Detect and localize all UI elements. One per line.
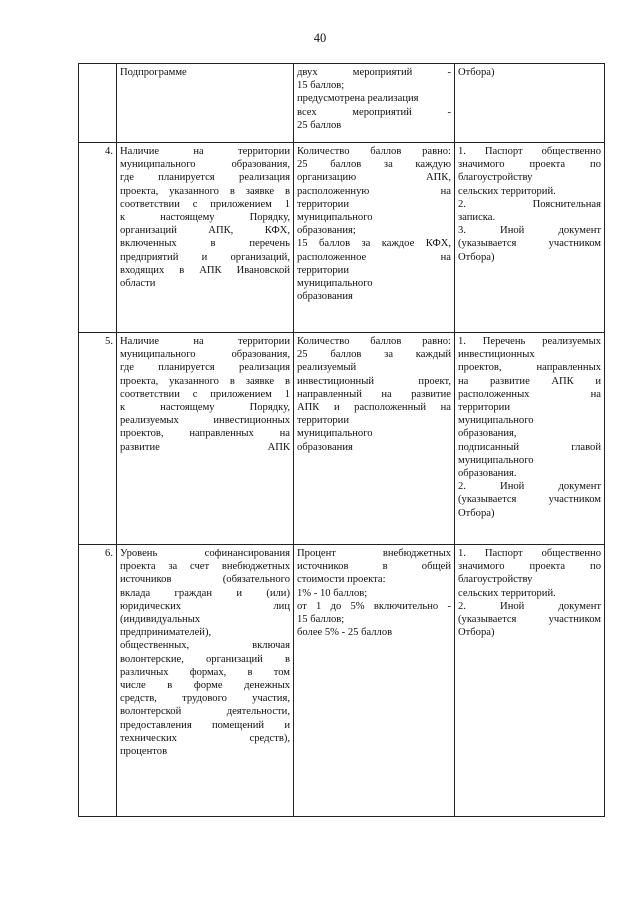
criterion-line: предприятий и организаций, xyxy=(120,251,290,263)
documents-line: (указывается участником xyxy=(458,614,601,626)
documents-line: Отбора) xyxy=(458,627,495,639)
row-number: 6. xyxy=(79,545,117,817)
documents-line: территории xyxy=(458,402,511,414)
scoring-line: муниципального xyxy=(297,428,373,440)
criterion-line: Подпрограмме xyxy=(120,67,187,78)
scoring-line: 15 баллов за каждое КФХ, xyxy=(297,238,451,250)
table-row xyxy=(79,64,605,143)
criterion-line: проекта за счет внебюджетных xyxy=(120,561,290,573)
criterion-line: включенных в перечень xyxy=(120,238,290,250)
criterion-cell xyxy=(117,333,294,545)
criterion-cell xyxy=(117,143,294,333)
documents-line: на развитие АПК и xyxy=(458,375,601,387)
scoring-line: расположенную на xyxy=(297,185,451,197)
scoring-line: территории xyxy=(297,198,350,210)
documents-line: 2. Иной документ xyxy=(458,600,601,612)
documents-line: муниципального xyxy=(458,454,534,466)
documents-line: 1. Паспорт общественно xyxy=(458,548,601,559)
criterion-line: где планируется реализация xyxy=(120,362,290,374)
scoring-line: 1% - 10 баллов; xyxy=(297,587,368,599)
criterion-line: организаций АПК, КФХ, xyxy=(120,225,290,237)
documents-line: инвестиционных xyxy=(458,349,535,361)
documents-line: Отбора) xyxy=(458,67,495,78)
row-number: 5. xyxy=(79,333,117,545)
documents-line: Отбора) xyxy=(458,251,495,263)
criterion-line: технических средств), xyxy=(120,732,290,744)
criterion-line: муниципального образования, xyxy=(120,159,290,171)
criterion-line: Уровень софинансирования xyxy=(120,548,290,559)
criterion-line: юридических лиц xyxy=(120,600,290,612)
scoring-line: всех мероприятий - xyxy=(297,106,451,118)
criterion-line: к настоящему Порядку, xyxy=(120,212,290,224)
criterion-line: различных формах, в том xyxy=(120,666,290,678)
criteria-table-body xyxy=(79,64,605,817)
criterion-line: где планируется реализация xyxy=(120,172,290,184)
scoring-line: образования xyxy=(297,441,353,453)
scoring-line: Количество баллов равно: xyxy=(297,336,451,347)
documents-line: благоустройству xyxy=(458,574,533,586)
scoring-line: муниципального xyxy=(297,212,373,224)
scoring-line: организацию АПК, xyxy=(297,172,451,184)
criterion-line: соответствии с приложением 1 xyxy=(120,388,290,400)
documents-line: сельских территорий. xyxy=(458,185,556,197)
criterion-line: (индивидуальных xyxy=(120,614,201,626)
page-number: 40 xyxy=(313,31,327,45)
criterion-line: вклада граждан и (или) xyxy=(120,587,290,599)
scoring-cell xyxy=(294,143,455,333)
documents-line: 2. Иной документ xyxy=(458,481,601,493)
documents-cell xyxy=(455,143,605,333)
documents-line: 2. Пояснительная xyxy=(458,198,601,210)
scoring-line: стоимости проекта: xyxy=(297,574,386,586)
scoring-cell xyxy=(294,64,455,143)
row-number xyxy=(79,64,117,143)
criterion-line: процентов xyxy=(120,746,168,758)
scoring-cell xyxy=(294,333,455,545)
criterion-line: Наличие на территории xyxy=(120,146,290,157)
documents-line: 1. Паспорт общественно xyxy=(458,146,601,157)
criterion-line: проекта, указанного в заявке в xyxy=(120,375,290,387)
criterion-cell xyxy=(117,64,294,143)
scoring-line: двух мероприятий - xyxy=(297,67,451,78)
documents-line: значимого проекта по xyxy=(458,159,601,171)
documents-line: (указывается участником xyxy=(458,494,601,506)
criterion-line: входящих в АПК Ивановской xyxy=(120,264,290,276)
scoring-line: образования; xyxy=(297,225,356,237)
scoring-line: территории xyxy=(297,264,350,276)
documents-line: образования. xyxy=(458,468,517,480)
criterion-line: средств, трудового участия, xyxy=(120,693,290,705)
documents-line: сельских территорий. xyxy=(458,587,556,599)
criterion-line: предоставления помещений и xyxy=(120,719,290,731)
criterion-line: проекта, указанного в заявке в xyxy=(120,185,290,197)
documents-line: подписанный главой xyxy=(458,441,601,453)
scoring-line: АПК и расположенный на xyxy=(297,402,451,414)
documents-line: (указывается участником xyxy=(458,238,601,250)
criteria-table xyxy=(78,63,605,817)
documents-line: 3. Иной документ xyxy=(458,225,601,237)
scoring-cell xyxy=(294,545,455,817)
scoring-line: направленный на развитие xyxy=(297,388,451,400)
documents-cell xyxy=(455,64,605,143)
scoring-line: 25 баллов xyxy=(297,119,342,131)
scoring-line: образования xyxy=(297,291,353,303)
documents-line: благоустройству xyxy=(458,172,533,184)
table-row xyxy=(79,333,605,545)
criterion-line: развитие АПК xyxy=(120,441,290,453)
scoring-line: Процент внебюджетных xyxy=(297,548,451,559)
criterion-line: предпринимателей), xyxy=(120,627,212,639)
criterion-line: муниципального образования, xyxy=(120,349,290,361)
table-row xyxy=(79,143,605,333)
criterion-line: общественных, включая xyxy=(120,640,290,652)
documents-line: 1. Перечень реализуемых xyxy=(458,336,601,347)
scoring-line: 15 баллов; xyxy=(297,614,345,626)
criterion-line: проектов, направленных на xyxy=(120,428,290,440)
row-number: 4. xyxy=(79,143,117,333)
criterion-line: источников (обязательного xyxy=(120,574,290,586)
criterion-line: волонтерской деятельности, xyxy=(120,706,290,718)
documents-line: проектов, направленных xyxy=(458,362,601,374)
documents-line: образования, xyxy=(458,428,517,440)
scoring-line: 15 баллов; xyxy=(297,80,345,92)
scoring-line: 25 баллов за каждый xyxy=(297,349,451,361)
documents-cell xyxy=(455,545,605,817)
scoring-line: более 5% - 25 баллов xyxy=(297,627,393,639)
scoring-line: предусмотрена реализация xyxy=(297,93,419,105)
criterion-line: волонтерские, организаций в xyxy=(120,653,290,665)
documents-line: значимого проекта по xyxy=(458,561,601,573)
scoring-line: муниципального xyxy=(297,278,373,290)
scoring-line: 25 баллов за каждую xyxy=(297,159,451,171)
criterion-cell xyxy=(117,545,294,817)
scoring-line: от 1 до 5% включительно - xyxy=(297,600,451,612)
documents-line: расположенных на xyxy=(458,388,601,400)
table-row xyxy=(79,545,605,817)
scoring-line: расположенное на xyxy=(297,251,451,263)
criterion-line: к настоящему Порядку, xyxy=(120,402,290,414)
criterion-line: реализуемых инвестиционных xyxy=(120,415,290,427)
scoring-line: территории xyxy=(297,415,350,427)
documents-line: муниципального xyxy=(458,415,534,427)
criterion-line: числе в форме денежных xyxy=(120,680,290,692)
documents-cell xyxy=(455,333,605,545)
criterion-line: области xyxy=(120,278,156,290)
criterion-line: соответствии с приложением 1 xyxy=(120,198,290,210)
scoring-line: Количество баллов равно: xyxy=(297,146,451,157)
documents-line: записка. xyxy=(458,212,496,224)
documents-line: Отбора) xyxy=(458,507,495,519)
criterion-line: Наличие на территории xyxy=(120,336,290,347)
scoring-line: источников в общей xyxy=(297,561,451,573)
scoring-line: инвестиционный проект, xyxy=(297,375,451,387)
scoring-line: реализуемый xyxy=(297,362,357,374)
